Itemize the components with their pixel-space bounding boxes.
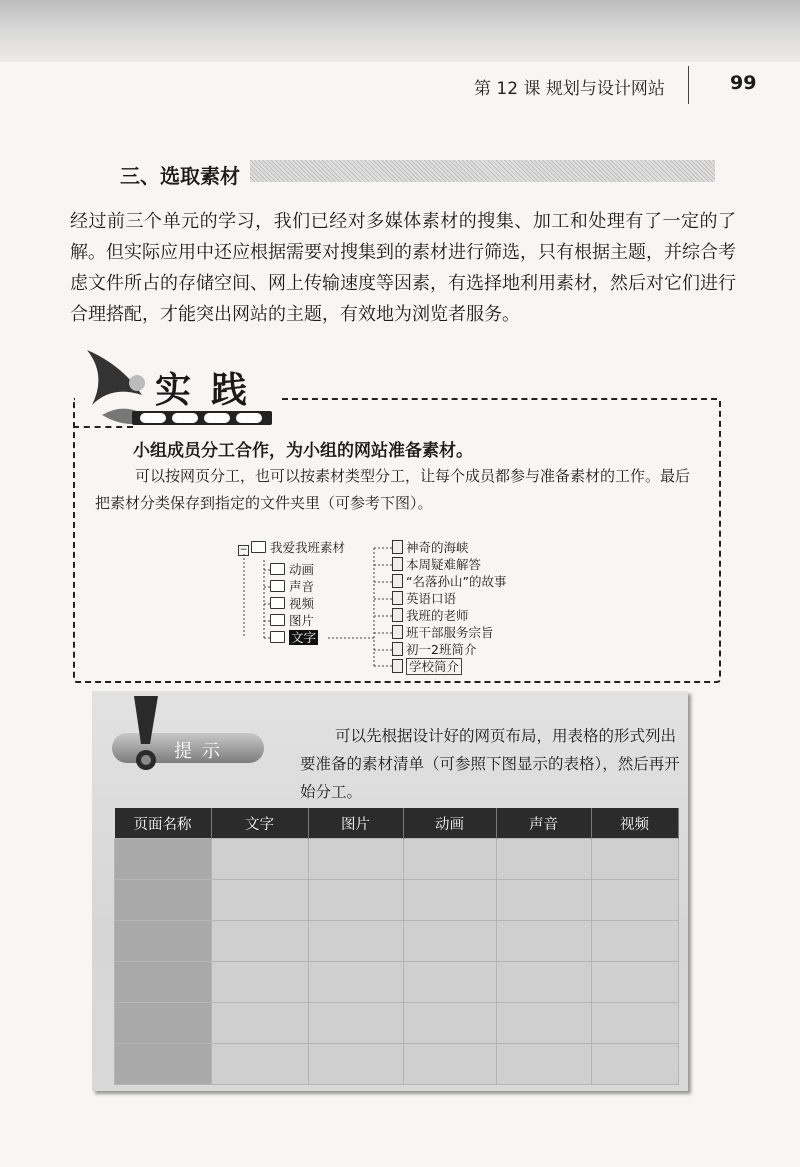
tree-file-label: 英语口语 — [406, 591, 457, 606]
table-cell — [115, 880, 212, 921]
table-row — [115, 962, 679, 1003]
table-cell — [591, 1044, 678, 1085]
table-cell — [308, 880, 403, 921]
table-cell — [115, 1003, 212, 1044]
practice-dots-bar — [132, 411, 272, 425]
tree-file[interactable] — [392, 608, 469, 624]
collapse-icon[interactable]: − — [239, 545, 248, 555]
tree-file-label: “名落孙山”的故事 — [406, 574, 507, 589]
table-cell — [308, 921, 403, 962]
document-icon — [392, 625, 403, 639]
table-cell — [496, 1003, 591, 1044]
table-cell — [591, 839, 678, 880]
folder-icon — [270, 614, 285, 626]
page-number: 99 — [730, 72, 757, 94]
tree-file[interactable] — [392, 540, 469, 556]
header-divider — [688, 66, 689, 104]
table-cell — [211, 921, 308, 962]
table-body — [115, 839, 679, 1085]
table-cell — [308, 1003, 403, 1044]
table-cell — [496, 1044, 591, 1085]
tree-folder-label: 视频 — [289, 596, 315, 611]
table-cell — [211, 839, 308, 880]
tree-folder[interactable] — [270, 613, 314, 629]
open-folder-icon — [270, 631, 285, 643]
table-header-row — [115, 808, 679, 839]
tree-file-label: 我班的老师 — [406, 608, 469, 623]
tree-file[interactable] — [392, 557, 481, 573]
document-icon — [392, 591, 403, 605]
folder-icon — [251, 541, 266, 553]
table-cell — [308, 1044, 403, 1085]
table-cell — [496, 839, 591, 880]
tree-folder-label: 声音 — [289, 579, 315, 594]
practice-text: 可以按网页分工，也可以按素材类型分工，让每个成员都参与准备素材的工作。最后把素材分类保存到指定的文件夹里（可参考下图）。 — [95, 467, 691, 512]
table-header: 动画 — [403, 808, 496, 839]
page-top-band — [0, 0, 800, 62]
document-icon — [392, 540, 403, 554]
document-icon — [392, 574, 403, 588]
table-cell — [403, 962, 496, 1003]
table-cell — [211, 962, 308, 1003]
exclamation-icon — [128, 694, 162, 774]
table-row — [115, 839, 679, 880]
table-header: 声音 — [496, 808, 591, 839]
tree-file-label: 本周疑难解答 — [406, 557, 482, 572]
folder-icon — [270, 580, 285, 592]
folder-icon — [270, 563, 285, 575]
section-paragraph: 经过前三个单元的学习，我们已经对多媒体素材的搜集、加工和处理有了一定的了解。但实际应用中还应根据需要对搜集到的素材进行筛选，只有根据主题，并综合考虑文件所占的存储空间、网上传输速度等因素，有选择地利用素材，然后对它们进行合理搭配，才能突出网站的主题，有效地为浏览者服务。 — [70, 211, 736, 325]
table-cell — [211, 1003, 308, 1044]
table-row — [115, 921, 679, 962]
tree-file[interactable] — [392, 625, 494, 641]
practice-title: 实践 — [155, 369, 268, 411]
document-icon — [392, 659, 403, 673]
section-heading: 三、选取素材 — [120, 164, 240, 188]
practice-frame-left-top — [73, 426, 133, 428]
table-cell — [403, 839, 496, 880]
table-header: 图片 — [308, 808, 403, 839]
tree-folder-label: 文字 — [291, 630, 317, 645]
tree-folder-selected[interactable] — [270, 630, 318, 646]
tree-root[interactable] — [238, 540, 345, 556]
tree-file[interactable] — [392, 642, 476, 658]
table-row — [115, 1044, 679, 1085]
table-cell — [591, 880, 678, 921]
hint-label-text: 提示 — [174, 741, 230, 762]
table-cell — [308, 839, 403, 880]
table-cell — [591, 962, 678, 1003]
table-header: 文字 — [211, 808, 308, 839]
tree-root-label: 我爱我班素材 — [270, 540, 346, 555]
practice-subtitle: 小组成员分工合作，为小组的网站准备素材。 — [133, 441, 473, 461]
table-cell — [115, 962, 212, 1003]
document-icon — [392, 642, 403, 656]
table-cell — [115, 921, 212, 962]
table-cell — [591, 1003, 678, 1044]
table-cell — [211, 1044, 308, 1085]
table-cell — [496, 962, 591, 1003]
tree-file-label: 初一2班简介 — [406, 642, 477, 657]
section-heading-bar — [250, 160, 715, 182]
tree-file[interactable] — [392, 591, 456, 607]
table-header: 页面名称 — [115, 808, 212, 839]
table-cell — [496, 921, 591, 962]
tree-file-label: 学校简介 — [406, 658, 462, 675]
table-cell — [591, 921, 678, 962]
material-table — [114, 808, 679, 1085]
table-cell — [308, 962, 403, 1003]
tree-file-label: 神奇的海峡 — [406, 540, 469, 555]
table-cell — [403, 1044, 496, 1085]
table-cell — [403, 880, 496, 921]
tree-folder[interactable] — [270, 596, 314, 612]
folder-icon — [270, 597, 285, 609]
tree-file[interactable] — [392, 659, 462, 675]
tree-folder[interactable] — [270, 579, 314, 595]
table-cell — [115, 1044, 212, 1085]
tree-file-label: 班干部服务宗旨 — [406, 625, 494, 640]
table-cell — [496, 880, 591, 921]
lesson-title: 第 12 课 规划与设计网站 — [474, 79, 665, 99]
table-cell — [211, 880, 308, 921]
document-icon — [392, 557, 403, 571]
hint-text: 可以先根据设计好的网页布局，用表格的形式列出要准备的素材清单（可参照下图显示的表格），然后再开始分工。 — [300, 727, 680, 801]
running-header — [0, 62, 800, 106]
tree-folder-label: 图片 — [289, 613, 315, 628]
tree-file[interactable] — [392, 574, 506, 590]
tree-folder-label: 动画 — [289, 562, 315, 577]
document-icon — [392, 608, 403, 622]
table-cell — [403, 921, 496, 962]
table-row — [115, 880, 679, 921]
table-header: 视频 — [591, 808, 678, 839]
table-cell — [115, 839, 212, 880]
table-row — [115, 1003, 679, 1044]
tree-folder[interactable] — [270, 562, 314, 578]
table-cell — [403, 1003, 496, 1044]
